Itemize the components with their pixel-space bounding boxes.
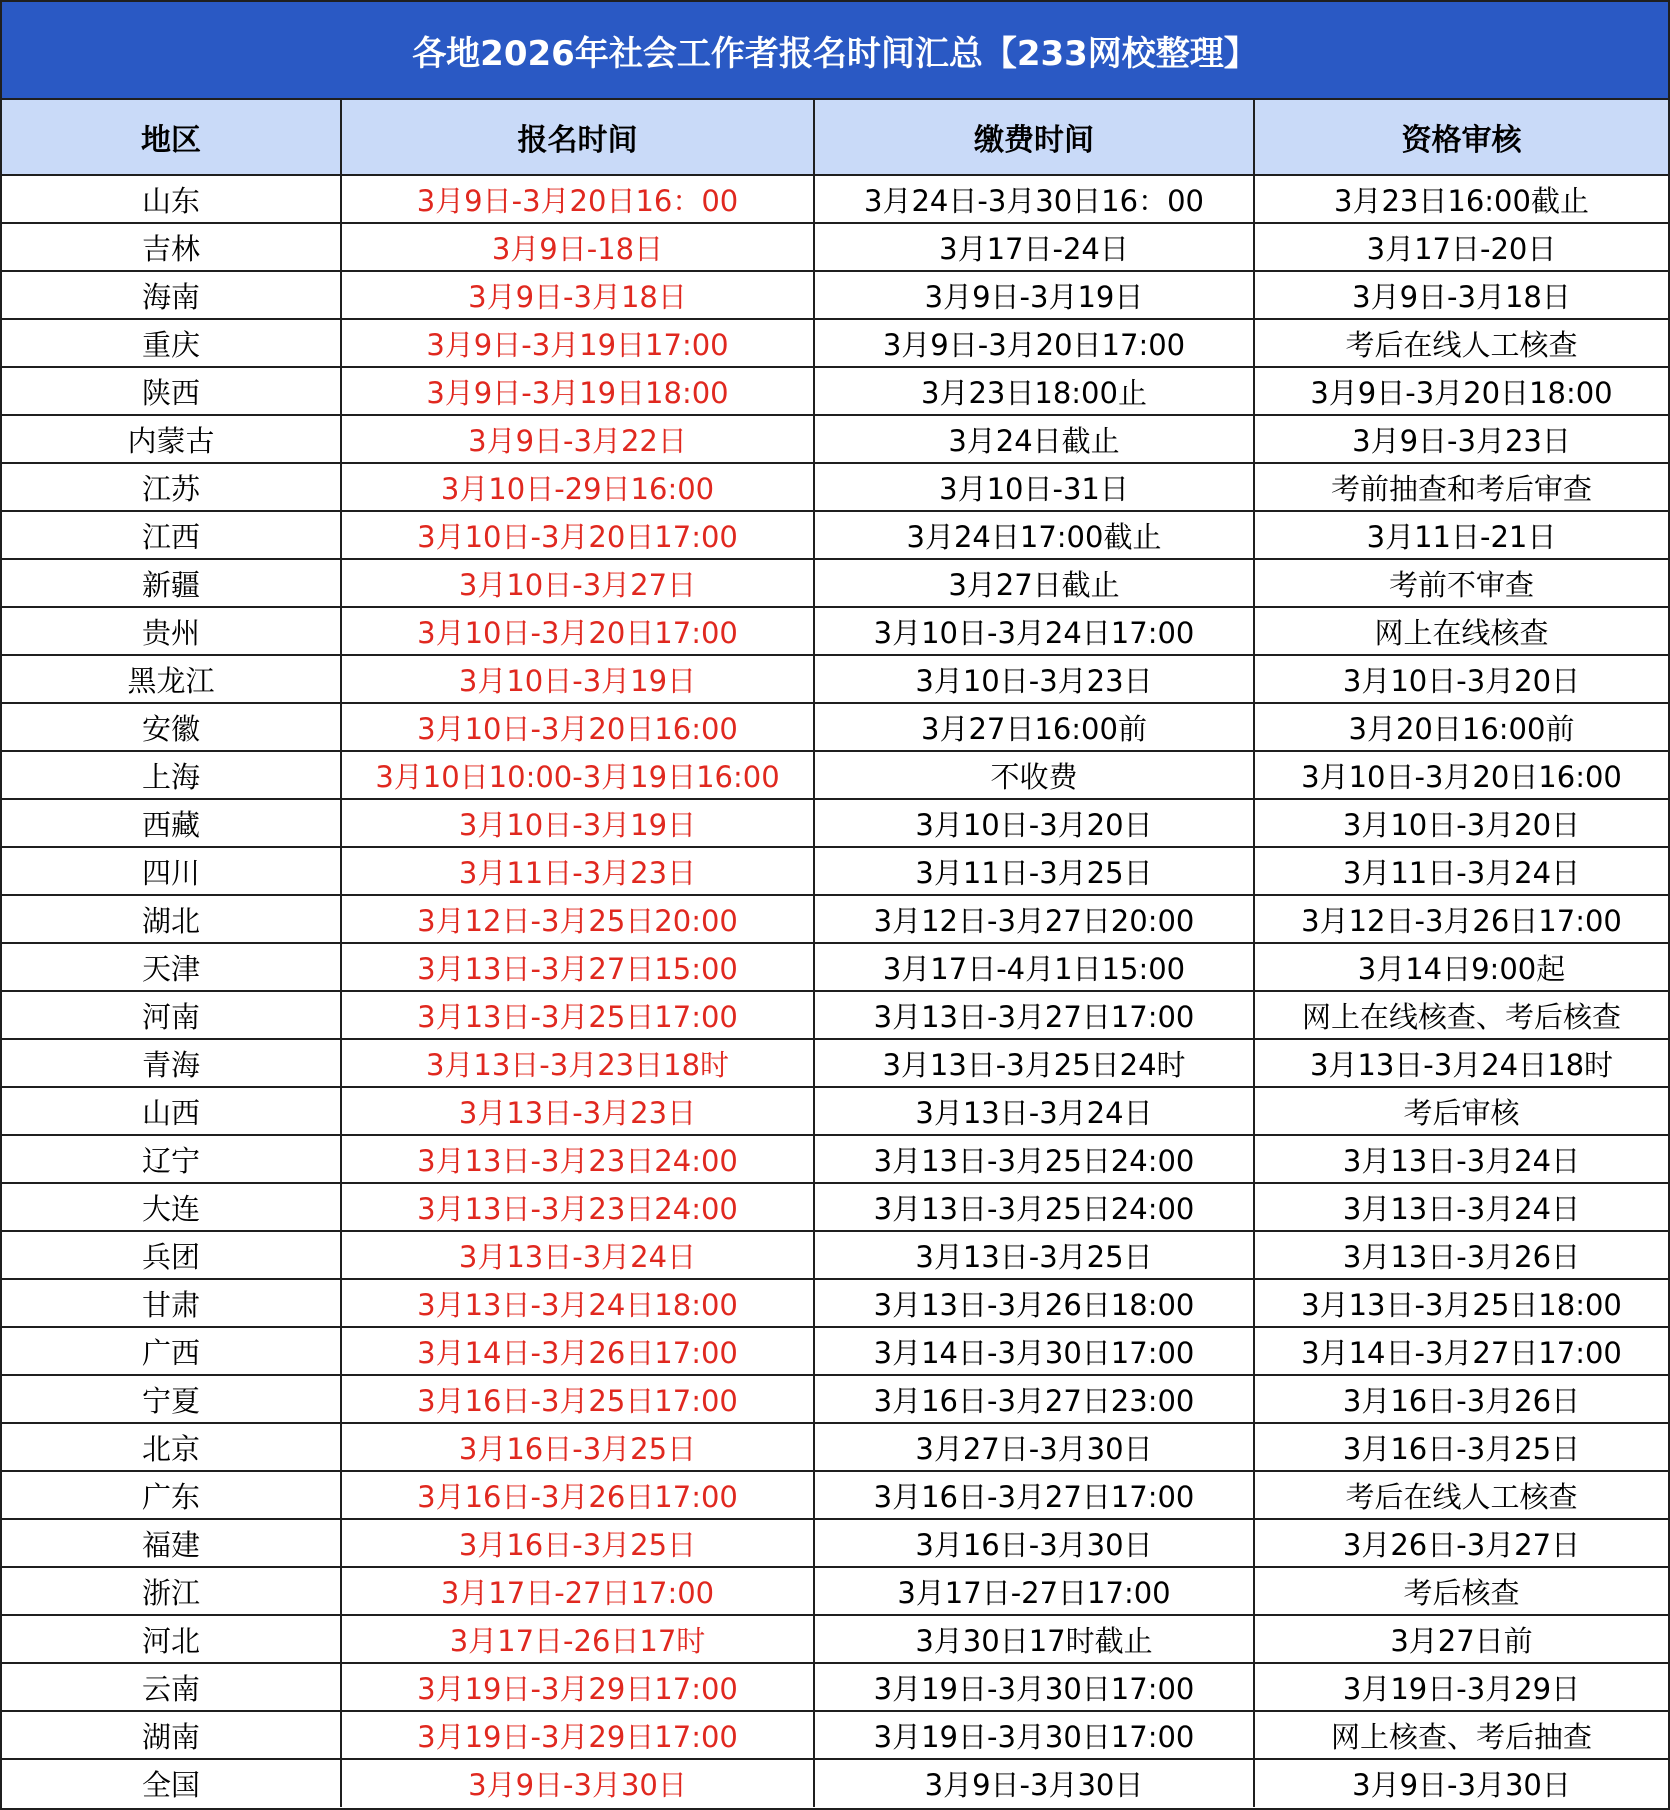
header-row [2, 100, 1668, 175]
cell-region: 山西 [2, 1087, 341, 1135]
cell-payment-time: 不收费 [814, 751, 1254, 799]
cell-qualification-review: 3月13日-3月26日 [1254, 1231, 1668, 1279]
table-row [2, 1519, 1668, 1567]
cell-registration-time: 3月19日-3月29日17:00 [341, 1663, 814, 1711]
cell-region: 广西 [2, 1327, 341, 1375]
cell-payment-time: 3月27日截止 [814, 559, 1254, 607]
cell-qualification-review: 3月14日-3月27日17:00 [1254, 1327, 1668, 1375]
cell-payment-time: 3月27日16:00前 [814, 703, 1254, 751]
cell-region: 兵团 [2, 1231, 341, 1279]
cell-qualification-review: 3月26日-3月27日 [1254, 1519, 1668, 1567]
table-row [2, 655, 1668, 703]
table-row [2, 1471, 1668, 1519]
cell-region: 广东 [2, 1471, 341, 1519]
cell-payment-time: 3月24日17:00截止 [814, 511, 1254, 559]
cell-qualification-review: 3月10日-3月20日 [1254, 799, 1668, 847]
cell-qualification-review: 3月17日-20日 [1254, 223, 1668, 271]
cell-registration-time: 3月11日-3月23日 [341, 847, 814, 895]
table-row [2, 895, 1668, 943]
table-title: 各地2026年社会工作者报名时间汇总【233网校整理】 [2, 2, 1668, 100]
cell-region: 内蒙古 [2, 415, 341, 463]
cell-region: 福建 [2, 1519, 341, 1567]
table-row [2, 1039, 1668, 1087]
cell-registration-time: 3月17日-26日17时 [341, 1615, 814, 1663]
table-row [2, 367, 1668, 415]
cell-payment-time: 3月9日-3月30日 [814, 1759, 1254, 1807]
table-row [2, 1711, 1668, 1759]
cell-region: 甘肃 [2, 1279, 341, 1327]
cell-registration-time: 3月10日-3月19日 [341, 655, 814, 703]
cell-qualification-review: 3月16日-3月26日 [1254, 1375, 1668, 1423]
cell-registration-time: 3月9日-3月19日17:00 [341, 319, 814, 367]
cell-region: 黑龙江 [2, 655, 341, 703]
cell-registration-time: 3月10日-3月20日17:00 [341, 511, 814, 559]
table-row [2, 1567, 1668, 1615]
cell-qualification-review: 3月13日-3月24日18时 [1254, 1039, 1668, 1087]
cell-qualification-review: 3月9日-3月20日18:00 [1254, 367, 1668, 415]
cell-qualification-review: 考后核查 [1254, 1567, 1668, 1615]
cell-registration-time: 3月9日-3月30日 [341, 1759, 814, 1807]
cell-region: 云南 [2, 1663, 341, 1711]
cell-region: 新疆 [2, 559, 341, 607]
cell-registration-time: 3月16日-3月25日17:00 [341, 1375, 814, 1423]
cell-registration-time: 3月13日-3月27日15:00 [341, 943, 814, 991]
cell-payment-time: 3月19日-3月30日17:00 [814, 1663, 1254, 1711]
cell-payment-time: 3月23日18:00止 [814, 367, 1254, 415]
cell-registration-time: 3月9日-3月20日16：00 [341, 175, 814, 223]
table-row [2, 943, 1668, 991]
table-row [2, 271, 1668, 319]
cell-payment-time: 3月13日-3月24日 [814, 1087, 1254, 1135]
cell-qualification-review: 3月11日-21日 [1254, 511, 1668, 559]
cell-qualification-review: 考后在线人工核查 [1254, 1471, 1668, 1519]
table-row [2, 1327, 1668, 1375]
table-row [2, 1087, 1668, 1135]
cell-region: 青海 [2, 1039, 341, 1087]
cell-region: 上海 [2, 751, 341, 799]
table-row [2, 607, 1668, 655]
cell-payment-time: 3月16日-3月30日 [814, 1519, 1254, 1567]
table-row [2, 223, 1668, 271]
table-row [2, 751, 1668, 799]
cell-payment-time: 3月24日截止 [814, 415, 1254, 463]
cell-registration-time: 3月13日-3月23日24:00 [341, 1183, 814, 1231]
cell-qualification-review: 3月12日-3月26日17:00 [1254, 895, 1668, 943]
cell-registration-time: 3月17日-27日17:00 [341, 1567, 814, 1615]
table-row [2, 1759, 1668, 1807]
table-body [2, 175, 1668, 1807]
cell-region: 辽宁 [2, 1135, 341, 1183]
cell-qualification-review: 3月10日-3月20日16:00 [1254, 751, 1668, 799]
table-row [2, 703, 1668, 751]
table-row [2, 463, 1668, 511]
cell-qualification-review: 3月19日-3月29日 [1254, 1663, 1668, 1711]
cell-registration-time: 3月13日-3月23日24:00 [341, 1135, 814, 1183]
cell-region: 江苏 [2, 463, 341, 511]
cell-region: 北京 [2, 1423, 341, 1471]
cell-payment-time: 3月10日-3月24日17:00 [814, 607, 1254, 655]
cell-qualification-review: 考前抽查和考后审查 [1254, 463, 1668, 511]
cell-qualification-review: 3月16日-3月25日 [1254, 1423, 1668, 1471]
cell-registration-time: 3月12日-3月25日20:00 [341, 895, 814, 943]
cell-payment-time: 3月19日-3月30日17:00 [814, 1711, 1254, 1759]
cell-registration-time: 3月16日-3月26日17:00 [341, 1471, 814, 1519]
cell-region: 安徽 [2, 703, 341, 751]
cell-registration-time: 3月13日-3月24日 [341, 1231, 814, 1279]
cell-payment-time: 3月16日-3月27日23:00 [814, 1375, 1254, 1423]
cell-payment-time: 3月13日-3月27日17:00 [814, 991, 1254, 1039]
header-qualification-review: 资格审核 [1254, 100, 1668, 175]
cell-registration-time: 3月13日-3月24日18:00 [341, 1279, 814, 1327]
cell-qualification-review: 3月9日-3月18日 [1254, 271, 1668, 319]
table-row [2, 175, 1668, 223]
cell-qualification-review: 3月9日-3月23日 [1254, 415, 1668, 463]
cell-qualification-review: 考前不审查 [1254, 559, 1668, 607]
cell-qualification-review: 考后在线人工核查 [1254, 319, 1668, 367]
cell-region: 河南 [2, 991, 341, 1039]
cell-region: 宁夏 [2, 1375, 341, 1423]
cell-payment-time: 3月9日-3月19日 [814, 271, 1254, 319]
cell-qualification-review: 3月23日16:00截止 [1254, 175, 1668, 223]
cell-payment-time: 3月13日-3月25日24:00 [814, 1135, 1254, 1183]
table-row [2, 1135, 1668, 1183]
cell-region: 海南 [2, 271, 341, 319]
cell-registration-time: 3月10日-3月20日16:00 [341, 703, 814, 751]
header-payment-time: 缴费时间 [814, 100, 1254, 175]
cell-registration-time: 3月9日-18日 [341, 223, 814, 271]
table-row [2, 559, 1668, 607]
cell-qualification-review: 3月14日9:00起 [1254, 943, 1668, 991]
cell-registration-time: 3月16日-3月25日 [341, 1519, 814, 1567]
cell-region: 全国 [2, 1759, 341, 1807]
cell-registration-time: 3月13日-3月23日18时 [341, 1039, 814, 1087]
cell-qualification-review: 3月13日-3月25日18:00 [1254, 1279, 1668, 1327]
cell-qualification-review: 3月10日-3月20日 [1254, 655, 1668, 703]
cell-region: 浙江 [2, 1567, 341, 1615]
cell-payment-time: 3月11日-3月25日 [814, 847, 1254, 895]
cell-registration-time: 3月9日-3月19日18:00 [341, 367, 814, 415]
table-row [2, 799, 1668, 847]
cell-payment-time: 3月14日-3月30日17:00 [814, 1327, 1254, 1375]
cell-payment-time: 3月30日17时截止 [814, 1615, 1254, 1663]
cell-payment-time: 3月13日-3月25日 [814, 1231, 1254, 1279]
cell-region: 大连 [2, 1183, 341, 1231]
cell-registration-time: 3月10日-3月27日 [341, 559, 814, 607]
cell-qualification-review: 3月9日-3月30日 [1352, 1768, 1571, 1802]
cell-payment-time: 3月27日-3月30日 [814, 1423, 1254, 1471]
cell-payment-time: 3月17日-4月1日15:00 [814, 943, 1254, 991]
table-row [2, 1183, 1668, 1231]
cell-payment-time: 3月24日-3月30日16：00 [814, 175, 1254, 223]
cell-registration-time: 3月13日-3月25日17:00 [341, 991, 814, 1039]
table-row [2, 1663, 1668, 1711]
cell-qualification-review: 3月11日-3月24日 [1254, 847, 1668, 895]
cell-qualification-review: 考后审核 [1254, 1087, 1668, 1135]
cell-payment-time: 3月10日-3月20日 [814, 799, 1254, 847]
cell-payment-time: 3月12日-3月27日20:00 [814, 895, 1254, 943]
cell-qualification-review: 网上在线核查、考后核查 [1254, 991, 1668, 1039]
cell-registration-time: 3月16日-3月25日 [341, 1423, 814, 1471]
header-region: 地区 [2, 100, 341, 175]
cell-registration-time: 3月13日-3月23日 [341, 1087, 814, 1135]
cell-qualification-review: 3月13日-3月24日 [1254, 1183, 1668, 1231]
cell-region: 江西 [2, 511, 341, 559]
cell-region: 西藏 [2, 799, 341, 847]
cell-qualification-review: 3月27日前 [1254, 1615, 1668, 1663]
cell-registration-time: 3月14日-3月26日17:00 [341, 1327, 814, 1375]
table-row [2, 1615, 1668, 1663]
cell-registration-time: 3月19日-3月29日17:00 [341, 1711, 814, 1759]
table-row [2, 1231, 1668, 1279]
cell-qualification-review: 3月20日16:00前 [1254, 703, 1668, 751]
table-row [2, 1423, 1668, 1471]
table-row [2, 1279, 1668, 1327]
cell-region: 天津 [2, 943, 341, 991]
cell-registration-time: 3月10日-3月19日 [341, 799, 814, 847]
cell-region: 四川 [2, 847, 341, 895]
cell-registration-time: 3月9日-3月22日 [341, 415, 814, 463]
header-registration-time: 报名时间 [341, 100, 814, 175]
cell-registration-time: 3月9日-3月18日 [341, 271, 814, 319]
cell-payment-time: 3月13日-3月26日18:00 [814, 1279, 1254, 1327]
cell-registration-time: 3月10日10:00-3月19日16:00 [341, 751, 814, 799]
table-row [2, 991, 1668, 1039]
cell-payment-time: 3月10日-3月23日 [814, 655, 1254, 703]
cell-qualification-review: 3月13日-3月24日 [1254, 1135, 1668, 1183]
cell-region: 重庆 [2, 319, 341, 367]
cell-region: 贵州 [2, 607, 341, 655]
cell-payment-time: 3月17日-27日17:00 [814, 1567, 1254, 1615]
cell-qualification-review: 网上在线核查 [1254, 607, 1668, 655]
registration-table [2, 100, 1668, 1807]
table-row [2, 511, 1668, 559]
table-row [2, 1375, 1668, 1423]
cell-payment-time: 3月9日-3月20日17:00 [814, 319, 1254, 367]
table-row [2, 319, 1668, 367]
cell-region: 湖南 [2, 1711, 341, 1759]
cell-region: 陕西 [2, 367, 341, 415]
cell-registration-time: 3月10日-3月20日17:00 [341, 607, 814, 655]
cell-payment-time: 3月13日-3月25日24时 [814, 1039, 1254, 1087]
table-row [2, 847, 1668, 895]
cell-registration-time: 3月10日-29日16:00 [341, 463, 814, 511]
cell-payment-time: 3月13日-3月25日24:00 [814, 1183, 1254, 1231]
cell-payment-time: 3月16日-3月27日17:00 [814, 1471, 1254, 1519]
cell-region: 河北 [2, 1615, 341, 1663]
table-row [2, 415, 1668, 463]
cell-payment-time: 3月10日-31日 [814, 463, 1254, 511]
cell-qualification-review: 网上核查、考后抽查 [1254, 1711, 1668, 1759]
cell-region: 湖北 [2, 895, 341, 943]
cell-region: 山东 [2, 175, 341, 223]
cell-region: 吉林 [2, 223, 341, 271]
cell-payment-time: 3月17日-24日 [814, 223, 1254, 271]
